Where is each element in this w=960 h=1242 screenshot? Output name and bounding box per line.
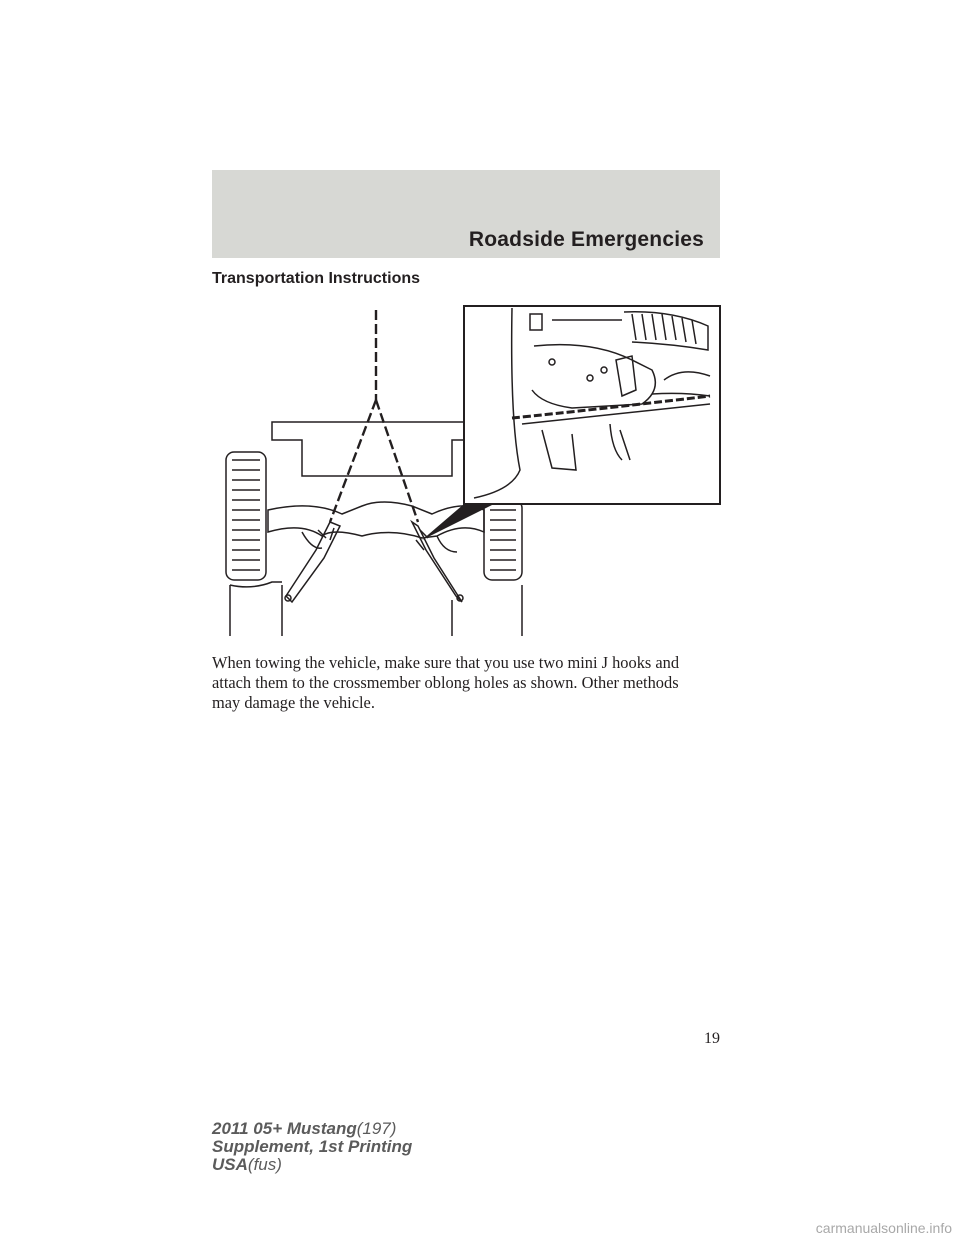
pointer-wedge <box>422 504 494 540</box>
instruction-paragraph: When towing the vehicle, make sure that you use two mini J hooks and attach them to the crossmember oblong holes as shown. Other methods may damage the vehicle. <box>212 653 680 712</box>
section-heading: Transportation Instructions <box>212 270 421 287</box>
watermark: carmanualsonline.info <box>815 1220 952 1236</box>
footer-market-code: (fus) <box>247 1155 282 1174</box>
right-hook-arm <box>412 522 462 602</box>
footer-market: USA <box>212 1155 248 1174</box>
header-band <box>212 170 720 258</box>
page-header-title: Roadside Emergencies <box>468 228 704 251</box>
left-tire-icon <box>226 452 266 580</box>
lower-body-outline <box>230 585 522 636</box>
footer-model-code: (197) <box>356 1119 397 1138</box>
footer-edition: Supplement, 1st Printing <box>212 1137 413 1156</box>
towing-illustration <box>212 300 724 640</box>
page-number: 19 <box>704 1030 720 1047</box>
document-footer <box>212 1120 412 1174</box>
right-tire-icon <box>484 500 522 580</box>
tow-chain-icon <box>330 310 418 522</box>
inset-detail-frame <box>464 306 720 504</box>
footer-model: 2011 05+ Mustang <box>212 1119 357 1138</box>
